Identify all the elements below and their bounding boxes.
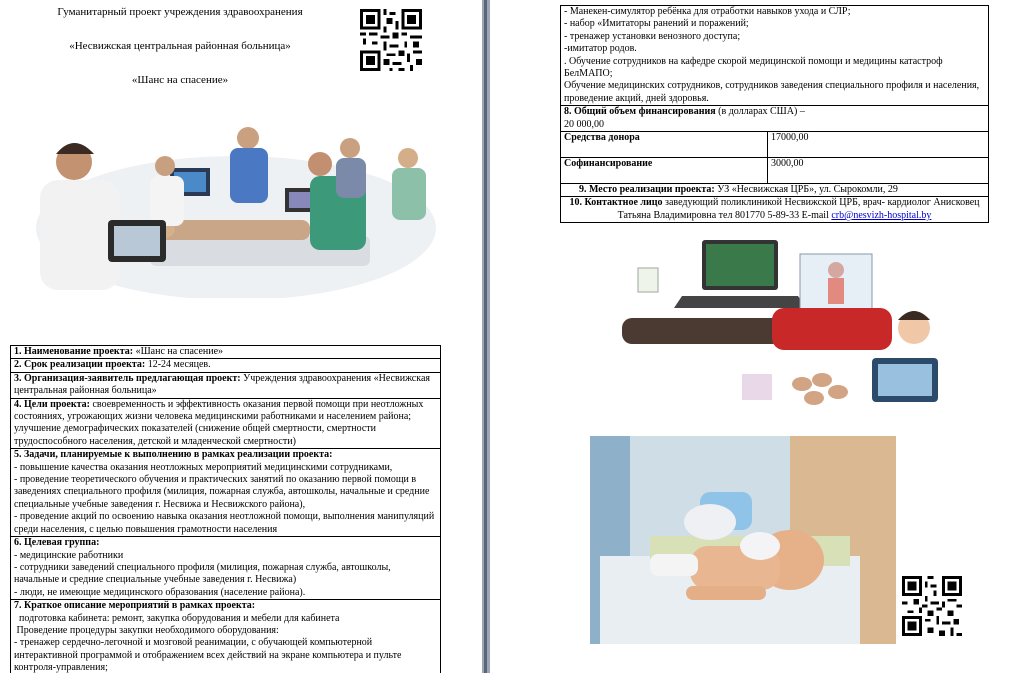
row-6-line: - люди, не имеющие медицинского образования (население района).: [14, 586, 306, 598]
table-row: [11, 537, 441, 600]
cpr-mannequin-kit-photo: [622, 236, 952, 412]
cont-line: - тренажер установки венозного доступа;: [564, 30, 741, 42]
row-7-label: 7. Краткое описание мероприятий в рамках проекта:: [14, 600, 256, 612]
row-2-label: 2. Срок реализации проекта:: [14, 359, 146, 371]
document-page-right: [490, 0, 1024, 673]
table-row: [561, 184, 989, 197]
row-3-label: 3. Организация-заявитель предлагающая проект:: [14, 372, 241, 384]
row-6-line: - медицинские работники: [14, 549, 124, 561]
header-line-1: Гуманитарный проект учреждения здравоохранения: [57, 6, 303, 18]
cont-line: - Манекен-симулятор ребёнка для отработки навыков ухода и СЛР;: [564, 6, 851, 17]
row-4-label: 4. Цели проекта:: [14, 398, 90, 410]
row-9-text: УЗ «Несвижская ЦРБ», ул. Сырокомли, 29: [714, 184, 898, 196]
page-divider: [484, 0, 487, 673]
row-9-label: 9. Место реализации проекта:: [579, 184, 715, 196]
row-7-line: - тренажер сердечно-легочной и мозговой реанимации, с обучающей компьютерной интерактивной программой и отображением всех действий на экране компьютера и пульте контроля-управления;: [14, 637, 402, 673]
project-info-table-continued: [560, 5, 989, 223]
cofin-label: Софинансирование: [564, 158, 653, 170]
cont-line: . Обучение сотрудников на кафедре скорой медицинской помощи и медицины катастроф БелМАПО;: [564, 55, 943, 80]
cont-line: Обучение медицинских сотрудников, сотрудников заведения специального профиля и населения, проведение акций, дней здоровья.: [564, 80, 980, 104]
row-4-text: своевременность и эффективность оказания первой помощи при неотложных состояниях, угрожающих жизни человека медицинскими работниками и населением района; улучшение демографических показателей (снижение общей смертности, смертности трудоспособного населения, детской и младенческой смертности): [14, 398, 424, 447]
table-row: [561, 197, 989, 223]
row-2-text: 12-24 месяцев.: [145, 359, 211, 371]
donor-value: 17000,00: [768, 132, 989, 158]
row-5-label: 5. Задачи, планируемые к выполнению в рамках реализации проекта:: [14, 449, 333, 461]
table-row: [11, 372, 441, 398]
medical-team-training-photo: [30, 118, 442, 298]
row-5-line: - проведение теоретического обучения и практических занятий по оказанию первой помощи в заведениях специального профиля (милиция, пожарная служба, автошколы, начальные и средние специальные учебные заведения г. Несвижа и Несвижского района),: [14, 474, 430, 510]
table-row: [561, 158, 989, 184]
header-line-2: «Несвижская центральная районная больница»: [69, 40, 291, 52]
row-3-text: Учреждения здравоохранения «Несвижская центральная районная больница»: [14, 372, 430, 397]
contact-email-link[interactable]: crb@nesvizh-hospital.by: [831, 209, 932, 221]
document-page-left: [0, 0, 482, 673]
row-1-label: 1. Наименование проекта:: [14, 346, 134, 357]
cont-line: -имитатор родов.: [564, 43, 637, 55]
table-row: [561, 106, 989, 132]
row-8-label: 8. Общий объем финансирования: [564, 106, 716, 118]
row-5-line: - проведение акций по освоению навыка оказания неотложной помощи, выполнения манипуляций среди населения, с целью повышения грамотности населения: [14, 511, 435, 535]
cofin-value: 3000,00: [768, 158, 989, 184]
table-row: [11, 600, 441, 673]
infant-simulator-photo: [590, 436, 896, 644]
row-7-line: Проведение процедуры закупки необходимого оборудования:: [14, 624, 279, 636]
row-10-text: заведующий поликлиникой Несвижской ЦРБ, врач- кардиолог Анисковец Татьяна Владимировна тел 801770 5-89-33 E-mail: [617, 197, 980, 221]
row-6-line: - сотрудники заведений специального профиля (милиция, пожарная служба, автошколы, начальные и средние специальные учебные заведения г. Несвижа): [14, 561, 391, 586]
row-7-line: подготовка кабинета: ремонт, закупка оборудования и мебели для кабинета: [14, 612, 340, 624]
table-row: [561, 132, 989, 158]
table-row: [561, 6, 989, 106]
row-10-label: 10. Контактное лицо: [569, 197, 663, 209]
table-row: [11, 449, 441, 537]
row-8-suffix: (в долларах США) –: [715, 106, 805, 118]
cont-line: - набор «Имитаторы ранений и поражений;: [564, 18, 749, 30]
qr-code-icon: [360, 9, 422, 71]
table-row: [11, 359, 441, 372]
row-6-label: 6. Целевая группа:: [14, 537, 100, 549]
table-row: [11, 398, 441, 449]
donor-label: Средства донора: [564, 132, 640, 144]
row-5-line: - повышение качества оказания неотложных мероприятий медицинскими сотрудниками,: [14, 461, 393, 473]
row-8-amount: 20 000,00: [564, 118, 604, 130]
qr-code-icon: [902, 576, 962, 636]
row-1-text: «Шанс на спасение»: [133, 346, 224, 357]
header-line-3: «Шанс на спасение»: [131, 74, 229, 86]
project-info-table: [10, 345, 441, 673]
table-row: [11, 346, 441, 359]
